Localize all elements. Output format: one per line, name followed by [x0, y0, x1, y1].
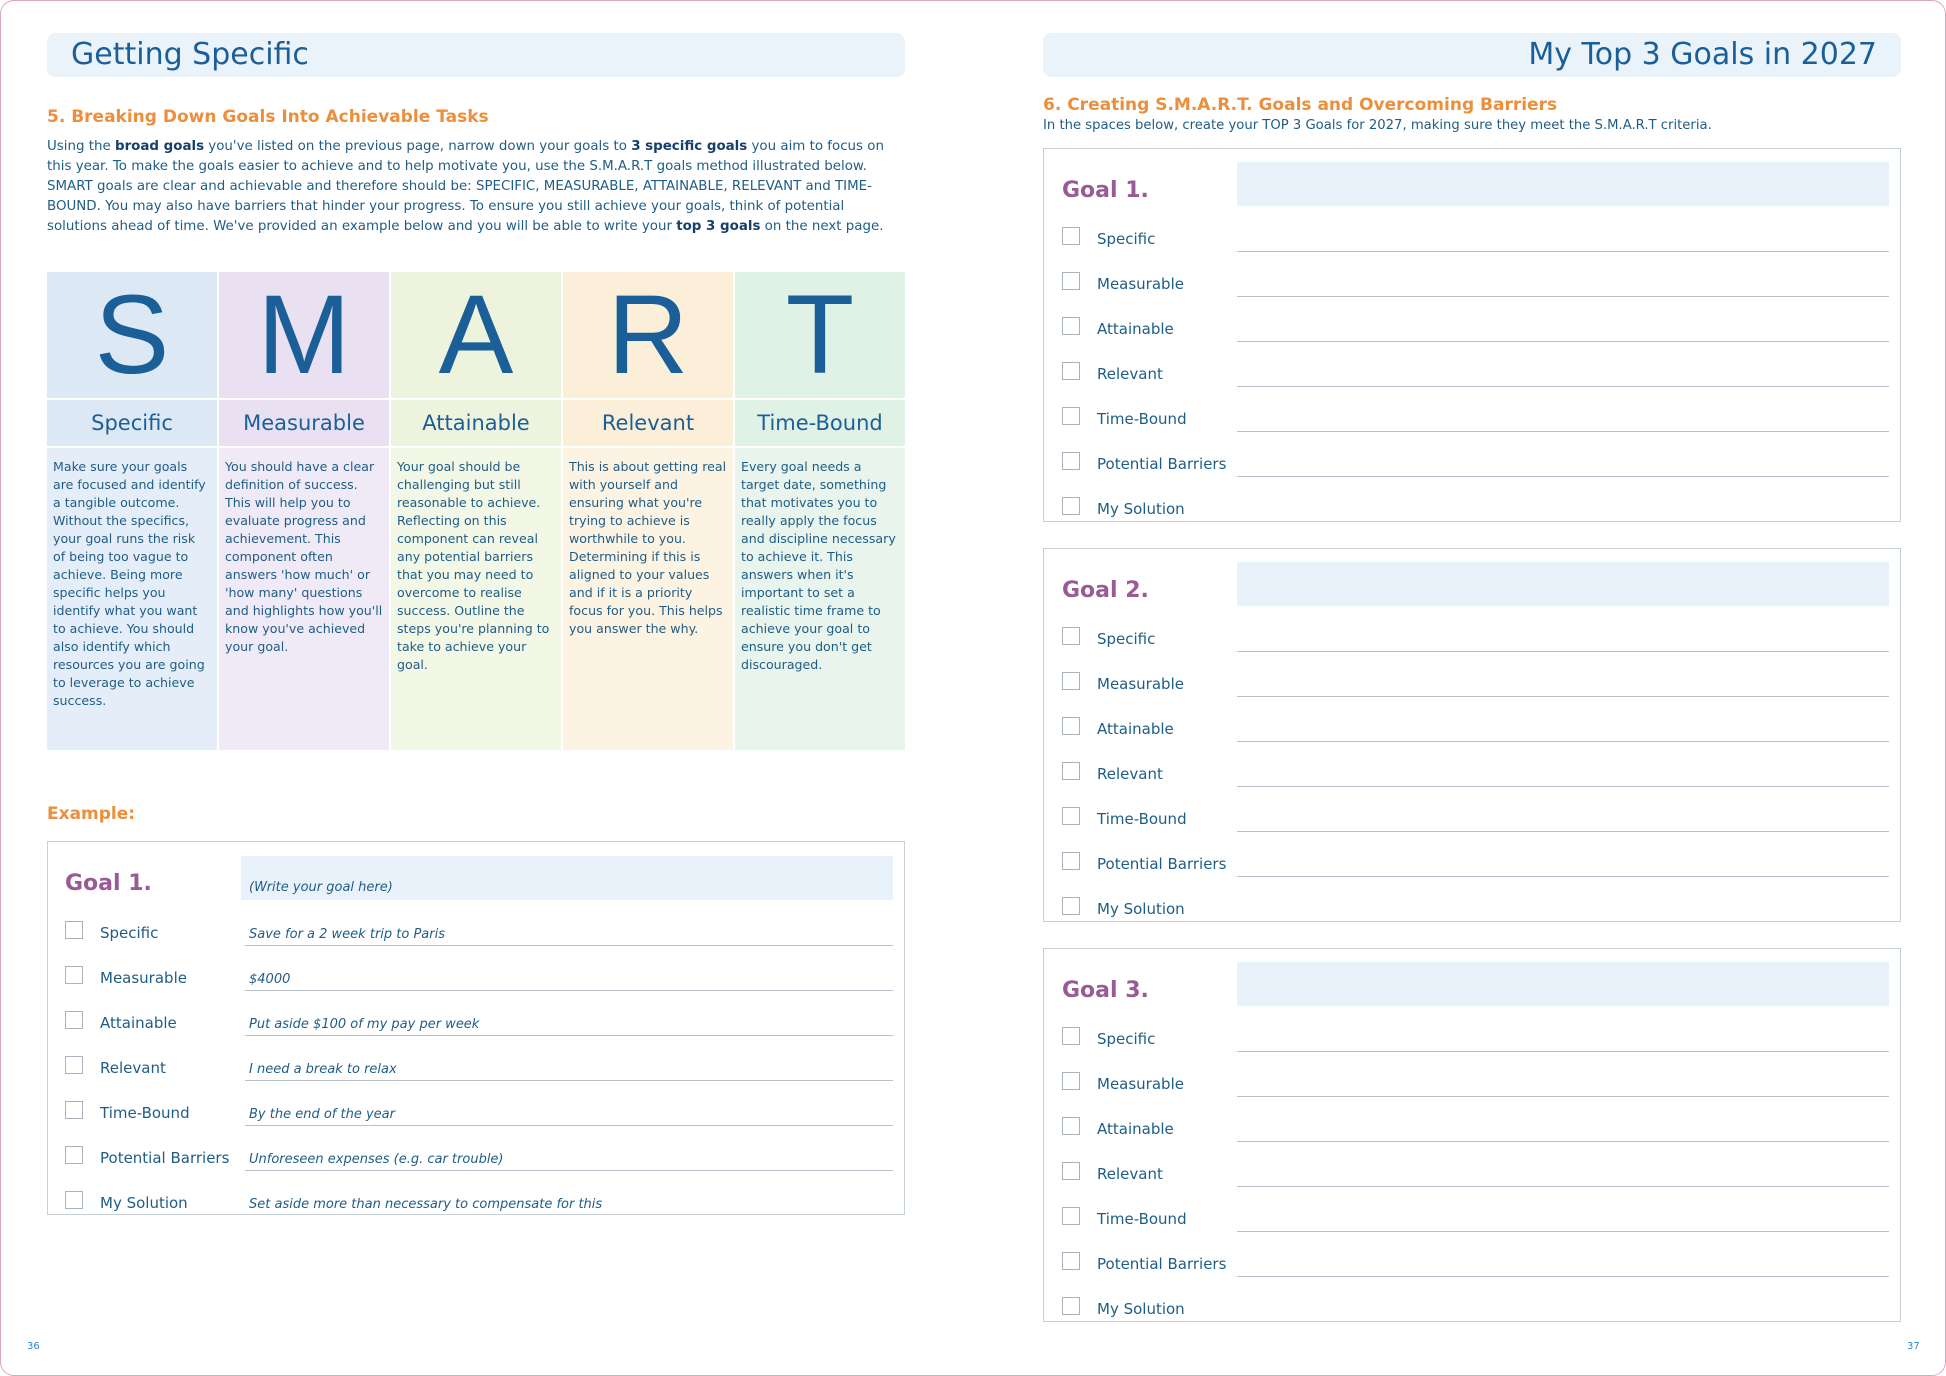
checkbox[interactable] — [65, 1056, 83, 1074]
criterion-value: $4000 — [249, 972, 291, 987]
intro-text: on the next page. — [760, 219, 884, 234]
checkbox[interactable] — [1062, 1027, 1080, 1045]
checkbox[interactable] — [1062, 717, 1080, 735]
goal-2-row-potential-barriers — [1062, 852, 1892, 882]
goal-2-row-my-solution — [1062, 897, 1892, 927]
smart-letter: A — [391, 272, 561, 398]
smart-description: Your goal should be challenging but still reasonable to achieve. Reflecting on this component can reveal any potential barriers that you may need to overcome to realise success. Outline the steps you're planning to take to achieve your goal. — [391, 448, 561, 750]
checkbox[interactable] — [1062, 1072, 1080, 1090]
criterion-value: Set aside more than necessary to compensate for this — [249, 1197, 603, 1212]
smart-heading: Time-Bound — [735, 400, 905, 446]
checkbox[interactable] — [1062, 1207, 1080, 1225]
criterion-label: My Solution — [1097, 500, 1185, 518]
goal-title: Goal 2. — [1062, 578, 1149, 603]
criterion-label: Measurable — [100, 969, 187, 987]
goal-title: Goal 1. — [1062, 178, 1149, 203]
intro-emphasis: broad goals — [114, 139, 205, 154]
goal-2-row-attainable — [1062, 717, 1892, 747]
criterion-label: Measurable — [1097, 1075, 1184, 1093]
smart-description: Make sure your goals are focused and identify a tangible outcome. Without the specifics, your goal runs the risk of being too vague to achieve. Being more specific helps you identify what you want to achieve. You should also identify which resources you are going to leverage to achieve success. — [47, 448, 217, 750]
checkbox[interactable] — [1062, 407, 1080, 425]
smart-letter: M — [219, 272, 389, 398]
answer-line[interactable] — [1237, 786, 1889, 787]
goal-2-row-measurable — [1062, 672, 1892, 702]
page-number-right: 37 — [1907, 1341, 1920, 1352]
criterion-label: Measurable — [1097, 675, 1184, 693]
checkbox[interactable] — [1062, 852, 1080, 870]
goal-2-row-relevant — [1062, 762, 1892, 792]
criterion-label: Potential Barriers — [1097, 455, 1227, 473]
intro-text: you've listed on the previous page, narrow down your goals to — [204, 139, 632, 154]
answer-line[interactable] — [1237, 1141, 1889, 1142]
example-goal-title: Goal 1. — [65, 871, 152, 896]
example-row-attainable — [65, 1011, 895, 1041]
criterion-value: Put aside $100 of my pay per week — [249, 1017, 480, 1032]
smart-grid — [47, 272, 905, 750]
checkbox[interactable] — [1062, 762, 1080, 780]
goal-1-row-measurable — [1062, 272, 1892, 302]
checkbox[interactable] — [65, 1011, 83, 1029]
criterion-label: Potential Barriers — [100, 1149, 230, 1167]
smart-heading: Measurable — [219, 400, 389, 446]
checkbox[interactable] — [65, 1101, 83, 1119]
section-6-subtitle: In the spaces below, create your TOP 3 Goals for 2027, making sure they meet the S.M.A.R.T criteria. — [1043, 118, 1712, 133]
section-6-title: 6. Creating S.M.A.R.T. Goals and Overcoming Barriers — [1043, 95, 1558, 115]
goal-1-row-my-solution — [1062, 497, 1892, 527]
goal-3-row-attainable — [1062, 1117, 1892, 1147]
answer-line[interactable] — [1237, 1231, 1889, 1232]
section-5-title: 5. Breaking Down Goals Into Achievable Tasks — [47, 107, 489, 127]
answer-line[interactable] — [1237, 831, 1889, 832]
smart-column-attainable — [391, 272, 561, 750]
criterion-label: Relevant — [1097, 1165, 1163, 1183]
answer-line — [245, 1080, 893, 1081]
example-row-measurable — [65, 966, 895, 996]
answer-line[interactable] — [1237, 696, 1889, 697]
checkbox[interactable] — [65, 921, 83, 939]
intro-emphasis: top 3 goals — [676, 219, 761, 234]
goal-1-row-relevant — [1062, 362, 1892, 392]
checkbox[interactable] — [1062, 1117, 1080, 1135]
answer-line[interactable] — [1237, 386, 1889, 387]
example-goal-field[interactable] — [241, 856, 893, 900]
goal-1-row-attainable — [1062, 317, 1892, 347]
criterion-label: Potential Barriers — [1097, 855, 1227, 873]
smart-description: You should have a clear definition of success. This will help you to evaluate progress and achievement. This component often answers 'how much' or 'how many' questions and highlights how you'll know you've achieved your goal. — [219, 448, 389, 750]
checkbox[interactable] — [1062, 227, 1080, 245]
answer-line[interactable] — [1237, 1096, 1889, 1097]
criterion-label: My Solution — [1097, 900, 1185, 918]
answer-line[interactable] — [1237, 341, 1889, 342]
criterion-label: Relevant — [100, 1059, 166, 1077]
checkbox[interactable] — [1062, 627, 1080, 645]
intro-text: you aim to focus on this year. To make the goals easier to achieve and to help motivate you, use the S.M.A.R.T goals method illustrated below. SMART goals are clear and achievable and therefore should be: SPECIFIC, MEASURABLE, ATTAINABLE, RELEVANT and TIME-BOUND. You may also have barriers that hinder your progress. To ensure you still achieve your goals, think of potential solutions ahead of time. We've provided an example below and you will be able to write your — [47, 139, 884, 234]
example-label: Example: — [47, 804, 136, 824]
checkbox[interactable] — [1062, 672, 1080, 690]
answer-line[interactable] — [1237, 876, 1889, 877]
example-row-time-bound — [65, 1101, 895, 1131]
criterion-label: Specific — [1097, 230, 1156, 248]
smart-column-relevant — [563, 272, 733, 750]
checkbox[interactable] — [1062, 807, 1080, 825]
answer-line[interactable] — [1237, 651, 1889, 652]
smart-description: Every goal needs a target date, something that motivates you to really apply the focus and discipline necessary to achieve it. This answers when it's important to set a realistic time frame to achieve your goal to ensure you don't get discouraged. — [735, 448, 905, 750]
checkbox[interactable] — [1062, 362, 1080, 380]
smart-heading: Relevant — [563, 400, 733, 446]
answer-line — [245, 990, 893, 991]
checkbox[interactable] — [1062, 1252, 1080, 1270]
goal-3-row-measurable — [1062, 1072, 1892, 1102]
criterion-label: Attainable — [100, 1014, 177, 1032]
goal-input-field[interactable] — [1237, 962, 1889, 1006]
criterion-label: Time-Bound — [1097, 410, 1187, 428]
answer-line — [245, 1035, 893, 1036]
smart-description: This is about getting real with yourself and ensuring what you're trying to achieve is worthwhile to you. Determining if this is aligned to your values and if it is a priority focus for you. This helps you answer the why. — [563, 448, 733, 750]
checkbox[interactable] — [1062, 497, 1080, 515]
criterion-label: Specific — [1097, 630, 1156, 648]
criterion-label: Time-Bound — [1097, 1210, 1187, 1228]
goal-input-field[interactable] — [1237, 562, 1889, 606]
criterion-label: Relevant — [1097, 365, 1163, 383]
goal-1-row-time-bound — [1062, 407, 1892, 437]
right-page-banner: My Top 3 Goals in 2027 — [1043, 33, 1901, 77]
criterion-value: By the end of the year — [249, 1107, 395, 1122]
checkbox[interactable] — [1062, 272, 1080, 290]
smart-column-measurable — [219, 272, 389, 750]
checkbox[interactable] — [1062, 1297, 1080, 1315]
goal-input-field[interactable] — [1237, 162, 1889, 206]
checkbox[interactable] — [1062, 317, 1080, 335]
page-number-left: 36 — [27, 1341, 40, 1352]
intro-emphasis: 3 specific goals — [631, 139, 748, 154]
answer-line[interactable] — [1237, 251, 1889, 252]
criterion-label: Measurable — [1097, 275, 1184, 293]
criterion-label: Attainable — [1097, 720, 1174, 738]
smart-column-specific — [47, 272, 217, 750]
smart-heading: Attainable — [391, 400, 561, 446]
checkbox[interactable] — [1062, 452, 1080, 470]
answer-line[interactable] — [1237, 476, 1889, 477]
goal-2-row-specific — [1062, 627, 1892, 657]
example-row-my-solution — [65, 1191, 895, 1221]
checkbox[interactable] — [65, 1146, 83, 1164]
criterion-label: Specific — [100, 924, 159, 942]
goal-1-row-specific — [1062, 227, 1892, 257]
goal-title: Goal 3. — [1062, 978, 1149, 1003]
smart-heading: Specific — [47, 400, 217, 446]
criterion-value: Save for a 2 week trip to Paris — [249, 927, 445, 942]
checkbox[interactable] — [65, 1191, 83, 1209]
smart-letter: T — [735, 272, 905, 398]
answer-line — [245, 1125, 893, 1126]
criterion-label: Relevant — [1097, 765, 1163, 783]
answer-line[interactable] — [1237, 1276, 1889, 1277]
goal-3-row-potential-barriers — [1062, 1252, 1892, 1282]
criterion-label: Time-Bound — [1097, 810, 1187, 828]
smart-letter: S — [47, 272, 217, 398]
smart-column-time-bound — [735, 272, 905, 750]
example-row-specific — [65, 921, 895, 951]
criterion-label: My Solution — [1097, 1300, 1185, 1318]
criterion-label: Attainable — [1097, 1120, 1174, 1138]
example-goal-placeholder: (Write your goal here) — [249, 880, 393, 895]
criterion-value: Unforeseen expenses (e.g. car trouble) — [249, 1152, 504, 1167]
criterion-label: Specific — [1097, 1030, 1156, 1048]
criterion-label: Potential Barriers — [1097, 1255, 1227, 1273]
criterion-label: My Solution — [100, 1194, 188, 1212]
criterion-label: Time-Bound — [100, 1104, 190, 1122]
goal-3-row-time-bound — [1062, 1207, 1892, 1237]
answer-line[interactable] — [1237, 431, 1889, 432]
answer-line[interactable] — [1237, 1186, 1889, 1187]
checkbox[interactable] — [65, 966, 83, 984]
smart-letter: R — [563, 272, 733, 398]
answer-line[interactable] — [1237, 741, 1889, 742]
answer-line — [245, 945, 893, 946]
goal-3-row-relevant — [1062, 1162, 1892, 1192]
intro-text: Using the — [47, 139, 115, 154]
answer-line[interactable] — [1237, 1051, 1889, 1052]
criterion-label: Attainable — [1097, 320, 1174, 338]
checkbox[interactable] — [1062, 1162, 1080, 1180]
goal-3-row-my-solution — [1062, 1297, 1892, 1327]
goal-1-row-potential-barriers — [1062, 452, 1892, 482]
intro-paragraph — [47, 137, 897, 237]
answer-line[interactable] — [1237, 296, 1889, 297]
goal-2-row-time-bound — [1062, 807, 1892, 837]
example-row-potential-barriers — [65, 1146, 895, 1176]
example-row-relevant — [65, 1056, 895, 1086]
left-page-banner: Getting Specific — [47, 33, 905, 77]
criterion-value: I need a break to relax — [249, 1062, 397, 1077]
answer-line — [245, 1170, 893, 1171]
checkbox[interactable] — [1062, 897, 1080, 915]
goal-3-row-specific — [1062, 1027, 1892, 1057]
